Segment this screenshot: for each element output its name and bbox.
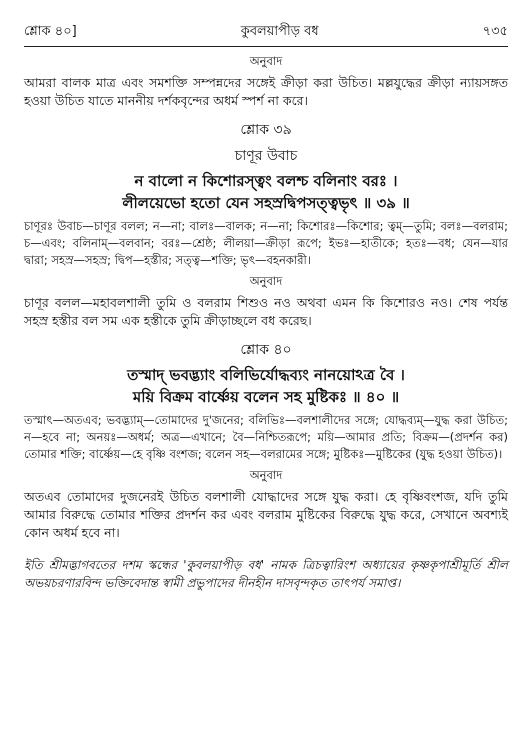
translation-paragraph: অতএব তোমাদের দুজনেরই উচিত বলশালী যোদ্ধাদের সঙ্গে যুদ্ধ করা। হে বৃষ্ণিবংশজ, যদি তুমি আমার বিরুদ্ধে তোমার শক্তির প্রদর্শন কর এবং বলরাম মুষ্টিকের বিরুদ্ধে যুদ্ধ করে, সেখানে অবশ্যই কোন অধর্ম হবে না। <box>24 489 508 540</box>
verse-number: শ্লোক ৩৯ <box>240 122 292 138</box>
header-rule <box>24 46 508 47</box>
verse-line: ময়ি বিক্রম বার্ষ্ণেয় বলেন সহ মুষ্টিকঃ ॥ ৪০ ॥ <box>132 388 400 406</box>
header-verse-ref: শ্লোক ৪০] <box>24 24 77 39</box>
synonyms-paragraph: তস্মাৎ—অতএব; ভবদ্ভ্যাম্—তোমাদের দু'জনের; বলিভিঃ—বলশালীদের সঙ্গে; যোদ্ধব্যম্—যুদ্ধ করা উচিত; ন—হবে না; অনয়ঃ—অধর্ম; অত্র—এখানে; বৈ—নিশ্চিতরূপে; ময়ি—আমার প্রতি; বিক্রম—(প্রদর্শন কর) তোমার শক্তি; বার্ষ্ণেয়—হে বৃষ্ণি বংশজ; বলেন সহ—বলরামের সঙ্গে; মুষ্টিকঃ—মুষ্টিকের (যুদ্ধ হওয়া উচিত)। <box>24 413 508 461</box>
translation-paragraph: আমরা বালক মাত্র এবং সমশক্তি সম্পন্নদের সঙ্গেই ক্রীড়া করা উচিত। মল্লযুদ্ধের ক্রীড়া ন্যায়সঙ্গত হওয়া উচিত যাতে মাননীয় দর্শকবৃন্দের অধর্ম স্পর্শ না করে। <box>24 75 508 108</box>
translation-heading: অনুবাদ <box>249 54 283 68</box>
translation-paragraph: চাণূর বলল—মহাবলশালী তুমি ও বলরাম শিশুও নও অথবা এমন কি কিশোরও নও। শেষ পর্যন্ত সহস্র হস্তীর বল সম এক হস্তীকে তুমি ক্রীড়াচ্ছলে বধ করেছ। <box>24 295 508 328</box>
translation-heading: অনুবাদ <box>249 274 283 288</box>
verse-line: লীলয়েভো হতো যেন সহস্রদ্বিপসত্ত্বভৃৎ ॥ ৩৯ ॥ <box>122 194 410 212</box>
header-page-number: ৭৩৫ <box>482 24 508 39</box>
header-chapter-title: কুবলয়াপীড় বধ <box>240 24 319 39</box>
translation-heading: অনুবাদ <box>249 468 283 482</box>
verse-number: শ্লোক ৪০ <box>240 342 292 358</box>
verse-line: ন বালো ন কিশোরস্ত্বং বলশ্চ বলিনাং বরঃ । <box>134 172 398 190</box>
synonyms-paragraph: চাণূরঃ উবাচ—চাণূর বলল; ন—না; বালঃ—বালক; ন—না; কিশোরঃ—কিশোর; ত্বম্—তুমি; বলঃ—বলরাম; চ—এবং; বলিনাম্—বলবান; বরঃ—শ্রেষ্ঠ; লীলয়া—ক্রীড়া রূপে; ইভঃ—হাতীকে; হতঃ—বধ; যেন—যার দ্বারা; সহস্র—সহস্র; দ্বিপ—হস্তীর; সত্ত্ব—শক্তি; ভৃৎ—বহনকারী। <box>24 219 508 267</box>
verse-speaker: চাণূর উবাচ <box>234 148 298 164</box>
chapter-colophon: ইতি শ্রীমদ্ভাগবতের দশম স্কন্ধের 'কুবলয়াপীড় বধ' নামক ত্রিচত্বারিংশ অধ্যায়ের কৃষ্ণকৃপাশ্রীমূর্তি শ্রীল অভয়চরণারবিন্দ ভক্তিবেদান্ত স্বামী প্রভুপাদের দীনহীন দাসবৃন্দকৃত তাৎপর্য সমাপ্ত। <box>24 558 508 590</box>
document-page <box>24 22 508 592</box>
verse-line: তস্মাদ্ ভবদ্ভ্যাং বলিভির্যোদ্ধব্যং নানয়োঽত্র বৈ । <box>127 366 405 384</box>
running-header <box>24 22 508 42</box>
